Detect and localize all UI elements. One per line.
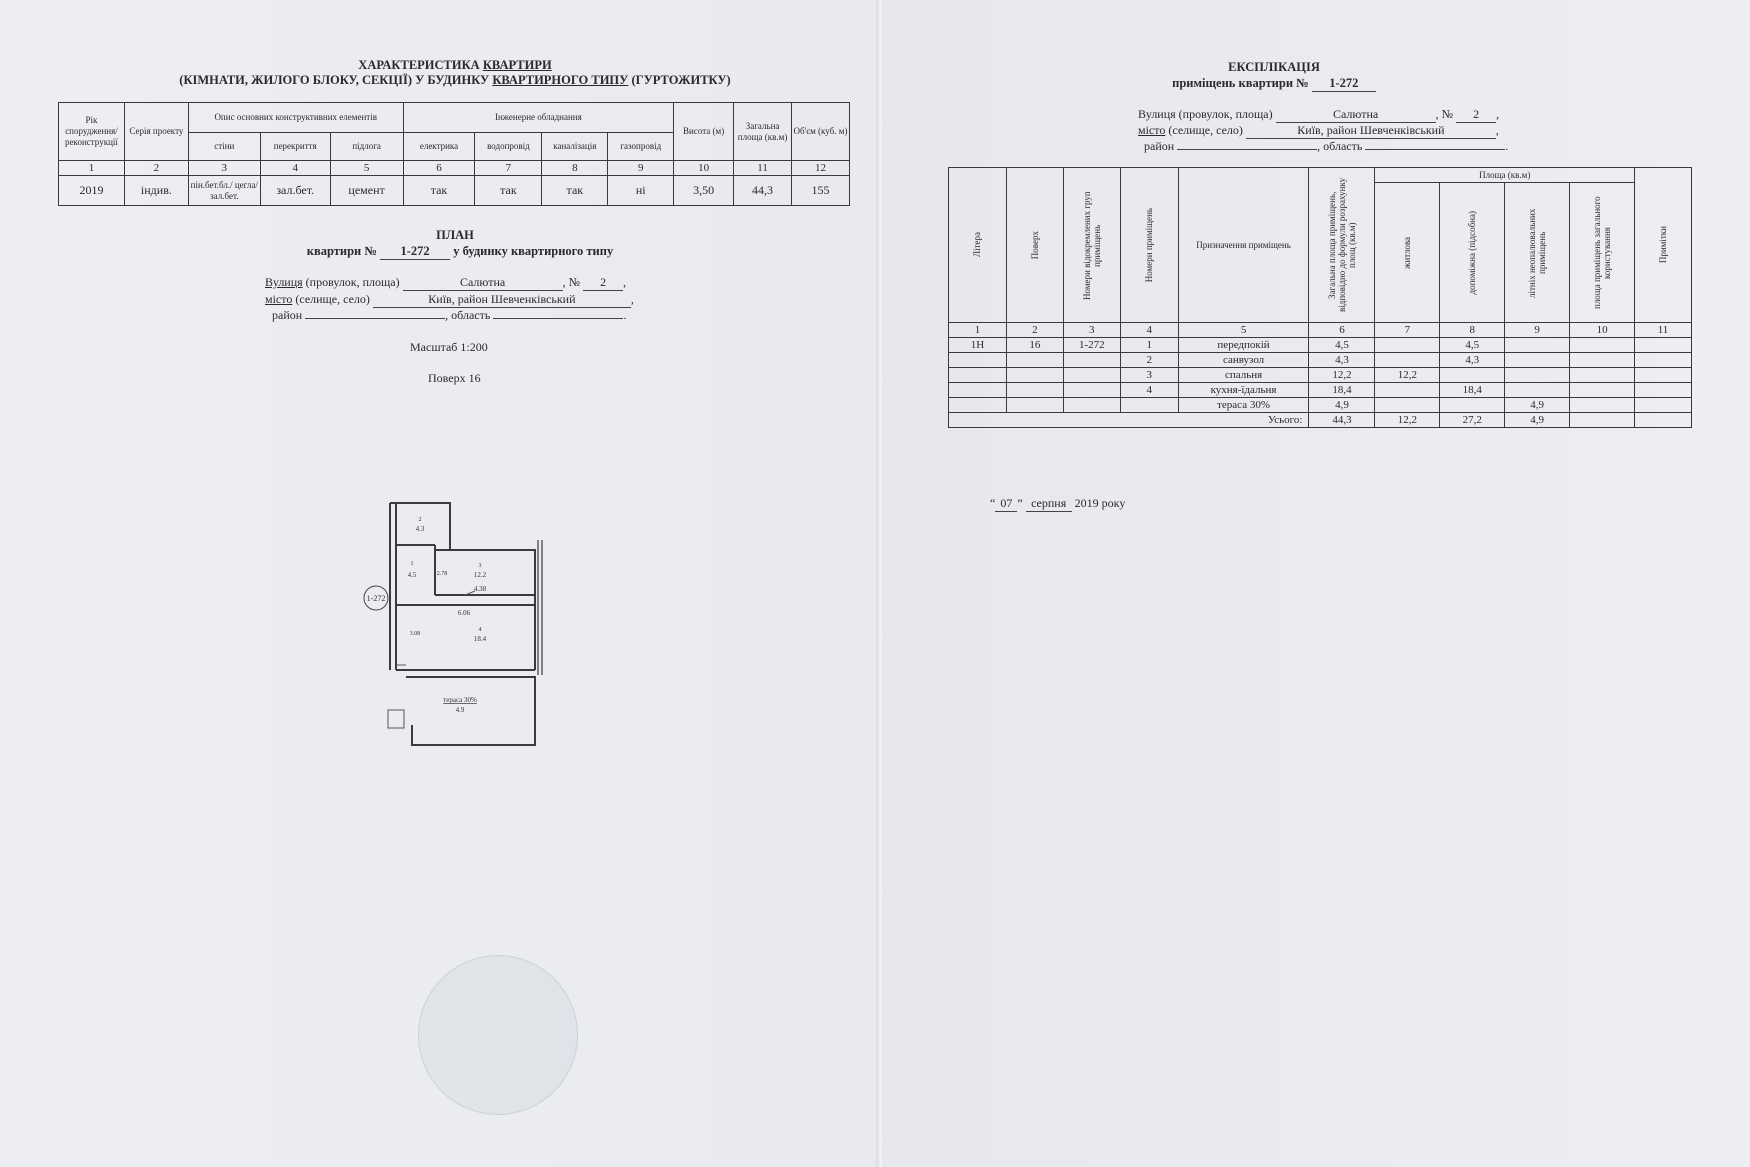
table-row xyxy=(949,353,1692,368)
plan-subtitle-text: у будинку квартирного типу xyxy=(453,244,614,258)
header-area: Загальна площа (кв.м) xyxy=(734,103,792,161)
region-value xyxy=(493,318,623,319)
explication-table xyxy=(948,167,1692,428)
room-4-number: 4 xyxy=(478,627,482,633)
cell-living xyxy=(1375,383,1440,398)
column-number: 7 xyxy=(1375,323,1440,338)
cell-purpose: тераса 30% xyxy=(1178,398,1309,413)
column-number: 11 xyxy=(734,161,792,176)
cell-living xyxy=(1375,353,1440,368)
value-water: так xyxy=(475,176,542,206)
column-number: 7 xyxy=(475,161,542,176)
number-value: 2 xyxy=(583,275,623,291)
total-notes xyxy=(1635,413,1692,428)
district-label: район xyxy=(1144,139,1175,153)
region-label: , область xyxy=(445,308,491,322)
dim-d: 3.08 xyxy=(409,631,421,637)
cell-group xyxy=(1063,368,1120,383)
cell-aux: 18,4 xyxy=(1440,383,1505,398)
cell-notes xyxy=(1635,338,1692,353)
apartment-marker-label: 1-272 xyxy=(366,594,386,603)
plan-title: ПЛАН xyxy=(436,228,474,242)
plan-subtitle-text: квартири № xyxy=(306,244,377,258)
district-value xyxy=(305,318,445,319)
dim-a: 4.38 xyxy=(473,585,487,593)
cell-notes xyxy=(1635,383,1692,398)
column-number: 1 xyxy=(949,323,1007,338)
column-number: 10 xyxy=(1570,323,1635,338)
cell-aux xyxy=(1440,368,1505,383)
cell-living: 12,2 xyxy=(1375,368,1440,383)
column-number-row xyxy=(59,161,850,176)
characteristics-table xyxy=(58,102,850,206)
floor-label: Поверх 16 xyxy=(428,371,481,385)
cell-common xyxy=(1570,383,1635,398)
region-label: , область xyxy=(1317,139,1363,153)
header-sewer: каналізація xyxy=(542,133,608,161)
column-number: 10 xyxy=(674,161,734,176)
number-label: , № xyxy=(562,275,581,289)
table-row xyxy=(59,176,850,206)
header-series: Серія проекту xyxy=(124,103,188,161)
value-floor: цемент xyxy=(330,176,403,206)
cell-total: 4,3 xyxy=(1309,353,1375,368)
cell-notes xyxy=(1635,368,1692,383)
totals-label: Усього: xyxy=(949,413,1309,428)
city-value: Київ, район Шевченківський xyxy=(373,292,631,308)
cell-floor xyxy=(1006,353,1063,368)
district-value xyxy=(1177,149,1317,150)
table-row xyxy=(949,398,1692,413)
explication-subtitle xyxy=(1024,76,1524,92)
city-label: місто xyxy=(1138,123,1166,137)
cell-common xyxy=(1570,353,1635,368)
value-height: 3,50 xyxy=(674,176,734,206)
header-area-group: Площа (кв.м) xyxy=(1375,168,1635,183)
column-number: 8 xyxy=(542,161,608,176)
header-year: Рік спорудження/ реконструкції xyxy=(59,103,125,161)
dim-c: 2.78 xyxy=(436,571,448,577)
room-2-number: 2 xyxy=(418,517,422,523)
cell-living xyxy=(1375,338,1440,353)
cell-group xyxy=(1063,398,1120,413)
address-district-line: район , область . xyxy=(1144,139,1509,153)
room-1-area: 4.5 xyxy=(407,571,417,579)
header-electric: електрика xyxy=(403,133,475,161)
header-common: площа приміщень загального користування xyxy=(1570,183,1635,323)
total-summer: 4,9 xyxy=(1505,413,1570,428)
cell-total: 4,5 xyxy=(1309,338,1375,353)
cell-living xyxy=(1375,398,1440,413)
cell-letter xyxy=(949,398,1007,413)
value-year: 2019 xyxy=(59,176,125,206)
terrace-wall xyxy=(406,677,535,745)
cell-room-no: 4 xyxy=(1120,383,1178,398)
total-area: 44,3 xyxy=(1309,413,1375,428)
cell-aux: 4,3 xyxy=(1440,353,1505,368)
column-number: 9 xyxy=(608,161,674,176)
column-number: 3 xyxy=(188,161,260,176)
table-row xyxy=(949,383,1692,398)
cell-letter: 1Н xyxy=(949,338,1007,353)
cell-summer xyxy=(1505,383,1570,398)
date-year: 2019 року xyxy=(1074,496,1126,510)
cell-total: 4,9 xyxy=(1309,398,1375,413)
column-number: 11 xyxy=(1635,323,1692,338)
cell-purpose: спальня xyxy=(1178,368,1309,383)
cell-summer xyxy=(1505,338,1570,353)
room-3-area: 12.2 xyxy=(473,571,487,579)
header-letter: Літера xyxy=(949,168,1007,323)
header-gas: газопровід xyxy=(608,133,674,161)
value-sewer: так xyxy=(542,176,608,206)
title-text: (ГУРТОЖИТКУ) xyxy=(628,73,731,87)
street-label: Вулиця xyxy=(265,275,303,289)
city-label: місто xyxy=(265,292,293,306)
column-number: 4 xyxy=(260,161,330,176)
cell-purpose: кухня-їдальня xyxy=(1178,383,1309,398)
district-label: район xyxy=(272,308,303,322)
apartment-number: 1-272 xyxy=(380,244,450,260)
apartment-number: 1-272 xyxy=(1312,76,1376,92)
cell-room-no xyxy=(1120,398,1178,413)
value-electric: так xyxy=(403,176,475,206)
terrace-area: 4.9 xyxy=(455,706,465,714)
cell-room-no: 2 xyxy=(1120,353,1178,368)
cell-room-no: 3 xyxy=(1120,368,1178,383)
cell-floor: 16 xyxy=(1006,338,1063,353)
header-living: житлова xyxy=(1375,183,1440,323)
header-volume: Об'єм (куб. м) xyxy=(792,103,850,161)
room-1-number: 1 xyxy=(410,561,414,567)
column-number-row xyxy=(949,323,1692,338)
cell-floor xyxy=(1006,383,1063,398)
cell-common xyxy=(1570,368,1635,383)
title-underlined: КВАРТИРНОГО ТИПУ xyxy=(492,73,629,87)
cell-letter xyxy=(949,383,1007,398)
value-volume: 155 xyxy=(792,176,850,206)
cell-notes xyxy=(1635,353,1692,368)
cell-total: 18,4 xyxy=(1309,383,1375,398)
column-number: 6 xyxy=(1309,323,1375,338)
plan-subtitle xyxy=(180,244,740,260)
value-ceilings: зал.бет. xyxy=(260,176,330,206)
header-water: водопровід xyxy=(475,133,542,161)
cell-group xyxy=(1063,353,1120,368)
value-gas: ні xyxy=(608,176,674,206)
terrace-label: тераса 30% xyxy=(443,696,477,704)
right-wall xyxy=(538,540,542,675)
header-summer: літніх неопалювальних приміщень xyxy=(1505,183,1570,323)
address-street-line: Вулиця (провулок, площа) Салютна , № 2 , xyxy=(265,275,627,289)
scale-label: Масштаб 1:200 xyxy=(410,340,488,354)
number-value: 2 xyxy=(1456,107,1496,123)
explication-title: ЕКСПЛІКАЦІЯ xyxy=(1228,60,1320,74)
cell-common xyxy=(1570,338,1635,353)
floorplan-drawing xyxy=(360,495,550,750)
terrace-fixture xyxy=(388,710,404,728)
column-number: 12 xyxy=(792,161,850,176)
street-label: Вулиця xyxy=(1138,107,1176,121)
cell-notes xyxy=(1635,398,1692,413)
faded-stamp xyxy=(418,955,578,1115)
table-row xyxy=(949,338,1692,353)
column-number: 5 xyxy=(1178,323,1309,338)
header-height: Висота (м) xyxy=(674,103,734,161)
cell-letter xyxy=(949,353,1007,368)
header-room-no: Номери приміщень xyxy=(1120,168,1178,323)
bathroom-wall xyxy=(396,545,435,595)
cell-letter xyxy=(949,368,1007,383)
title-text: (КІМНАТИ, ЖИЛОГО БЛОКУ, СЕКЦІЇ) У БУДИНКУ xyxy=(179,73,493,87)
column-number: 1 xyxy=(59,161,125,176)
table-row xyxy=(949,368,1692,383)
street-value: Салютна xyxy=(1276,107,1436,123)
cell-aux: 4,5 xyxy=(1440,338,1505,353)
header-floor: підлога xyxy=(330,133,403,161)
total-common xyxy=(1570,413,1635,428)
city-label-rest: (селище, село) xyxy=(1165,123,1243,137)
value-series: індив. xyxy=(124,176,188,206)
city-label-rest: (селище, село) xyxy=(292,292,370,306)
address-district-line: район , область . xyxy=(272,308,627,322)
header-ceilings: перекриття xyxy=(260,133,330,161)
header-walls: стіни xyxy=(188,133,260,161)
value-area: 44,3 xyxy=(734,176,792,206)
header-floor: Поверх xyxy=(1006,168,1063,323)
region-value xyxy=(1365,149,1505,150)
room-3-number: 3 xyxy=(478,563,482,569)
city-value: Київ, район Шевченківський xyxy=(1246,123,1496,139)
column-number: 6 xyxy=(403,161,475,176)
address-city-line: місто (селище, село) Київ, район Шевченківський , xyxy=(265,292,634,306)
value-walls: пін.бет.бл./ цегла/зал.бет. xyxy=(188,176,260,206)
right-page xyxy=(884,0,1750,1167)
cell-purpose: передпокій xyxy=(1178,338,1309,353)
cell-purpose: санвузол xyxy=(1178,353,1309,368)
document-date: “ 07 ” серпня 2019 року xyxy=(990,496,1126,510)
explication-subtitle-text: приміщень квартири № xyxy=(1172,76,1309,90)
street-value: Салютна xyxy=(403,275,563,291)
header-aux: допоміжна (підсобна) xyxy=(1440,183,1505,323)
cell-room-no: 1 xyxy=(1120,338,1178,353)
cell-floor xyxy=(1006,368,1063,383)
dim-b: 6.06 xyxy=(457,609,471,617)
total-aux: 27,2 xyxy=(1440,413,1505,428)
cell-aux xyxy=(1440,398,1505,413)
street-label-rest: (провулок, площа) xyxy=(302,275,400,289)
cell-common xyxy=(1570,398,1635,413)
total-living: 12,2 xyxy=(1375,413,1440,428)
address-street-line: Вулиця (провулок, площа) Салютна , № 2 , xyxy=(1138,107,1500,121)
address-city-line: місто (селище, село) Київ, район Шевченківський , xyxy=(1138,123,1499,137)
cell-floor xyxy=(1006,398,1063,413)
date-month: серпня xyxy=(1026,496,1072,512)
room-4-area: 18.4 xyxy=(473,635,487,643)
column-number: 5 xyxy=(330,161,403,176)
column-number: 3 xyxy=(1063,323,1120,338)
cell-summer xyxy=(1505,368,1570,383)
cell-group: 1-272 xyxy=(1063,338,1120,353)
date-day: 07 xyxy=(995,496,1017,512)
cell-group xyxy=(1063,383,1120,398)
header-construct: Опис основних конструктивних елементів xyxy=(188,103,403,133)
header-purpose: Призначення приміщень xyxy=(1178,168,1309,323)
title-text: ХАРАКТЕРИСТИКА xyxy=(358,58,483,72)
column-number: 8 xyxy=(1440,323,1505,338)
characteristics-title xyxy=(60,58,850,88)
title-underlined: КВАРТИРИ xyxy=(482,58,552,72)
column-number: 4 xyxy=(1120,323,1178,338)
header-notes: Примітки xyxy=(1635,168,1692,323)
cell-summer xyxy=(1505,353,1570,368)
column-number: 2 xyxy=(1006,323,1063,338)
cell-total: 12,2 xyxy=(1309,368,1375,383)
header-group: Номери відокремлених груп приміщень xyxy=(1063,168,1120,323)
header-total: Загальна площа приміщень, відповідно до формули розрахунку площ (кв.м) xyxy=(1309,168,1375,323)
room-2-area: 4.3 xyxy=(415,525,425,533)
street-label-rest: (провулок, площа) xyxy=(1175,107,1273,121)
totals-row xyxy=(949,413,1692,428)
cell-summer: 4,9 xyxy=(1505,398,1570,413)
column-number: 9 xyxy=(1505,323,1570,338)
number-label: , № xyxy=(1435,107,1454,121)
header-engineering: Інженерне обладнання xyxy=(403,103,674,133)
column-number: 2 xyxy=(124,161,188,176)
